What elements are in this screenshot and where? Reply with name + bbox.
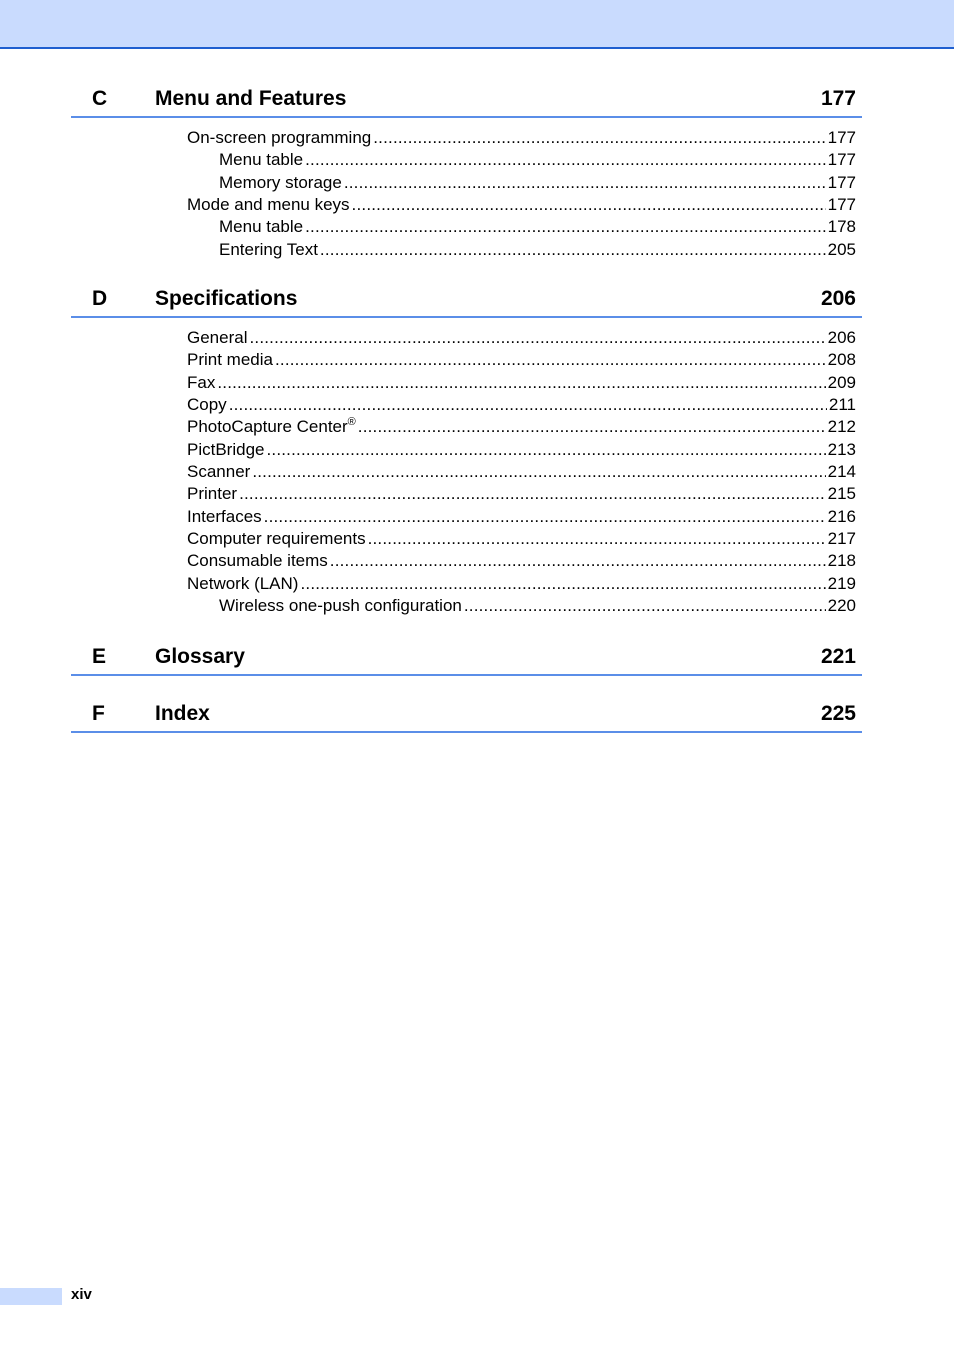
- section-title: Glossary: [155, 645, 245, 668]
- entry-label: Fax: [187, 372, 216, 392]
- entry-page-number: 205: [827, 239, 856, 259]
- dot-leader: [330, 550, 826, 572]
- toc-entry[interactable]: [187, 327, 856, 349]
- toc-entry[interactable]: [219, 172, 856, 194]
- dot-leader: [358, 416, 826, 438]
- section-letter: C: [92, 87, 108, 110]
- entry-page-number: 177: [827, 150, 856, 170]
- dot-leader: [344, 172, 826, 194]
- toc-entry[interactable]: [219, 149, 856, 171]
- entry-label: Menu table: [219, 217, 304, 237]
- dot-leader: [249, 327, 825, 349]
- entry-label: Printer: [187, 484, 238, 504]
- entry-label: Print media: [187, 350, 273, 370]
- entry-label: Scanner: [187, 461, 251, 481]
- entry-page-number: 217: [827, 528, 856, 548]
- dot-leader: [373, 127, 825, 149]
- entry-label: On-screen programming: [187, 128, 372, 147]
- entry-label: General: [187, 328, 248, 347]
- entry-page-number: 216: [827, 506, 856, 526]
- dot-leader: [300, 573, 825, 595]
- entry-page-number: 209: [827, 372, 856, 392]
- toc-entry[interactable]: [187, 461, 856, 483]
- entry-page-number: 214: [827, 461, 856, 481]
- toc-entry[interactable]: [187, 416, 856, 438]
- toc-entry[interactable]: [187, 394, 856, 416]
- toc-entry[interactable]: [219, 216, 856, 238]
- footer-page-number: xiv: [71, 1286, 92, 1303]
- dot-leader: [239, 483, 826, 505]
- section-page-number: 206: [820, 287, 856, 310]
- dot-leader: [217, 372, 825, 394]
- entry-page-number: 215: [827, 484, 856, 504]
- entry-page-number: 177: [827, 194, 856, 214]
- entry-label: Mode and menu keys: [187, 194, 350, 214]
- toc-section-d: [71, 285, 862, 617]
- entry-label-text: PhotoCapture Center: [187, 417, 348, 437]
- toc-entry[interactable]: [219, 239, 856, 261]
- registered-mark: ®: [347, 416, 356, 429]
- section-entries: [71, 327, 862, 617]
- entry-label: Copy: [187, 394, 227, 414]
- entry-label: Menu table: [219, 150, 304, 170]
- toc-entry[interactable]: [187, 573, 856, 595]
- section-page-number: 177: [820, 87, 856, 110]
- dot-leader: [320, 239, 826, 261]
- toc-entry[interactable]: [187, 439, 856, 461]
- toc-entry[interactable]: [187, 194, 856, 216]
- toc-entry[interactable]: [187, 372, 856, 394]
- entry-page-number: 212: [827, 417, 856, 437]
- toc-section-e: [71, 643, 862, 676]
- dot-leader: [229, 394, 827, 416]
- entry-label: PictBridge: [187, 439, 265, 459]
- footer-band: [0, 1288, 62, 1305]
- section-letter: E: [92, 645, 107, 668]
- entry-label: Computer requirements: [187, 528, 366, 548]
- section-page-number: 225: [820, 702, 856, 725]
- section-header[interactable]: [71, 285, 862, 318]
- dot-leader: [266, 439, 825, 461]
- dot-leader: [305, 216, 826, 238]
- entry-label: Interfaces: [187, 506, 262, 526]
- entry-page-number: 218: [827, 551, 856, 571]
- toc-section-f: [71, 700, 862, 733]
- dot-leader: [275, 349, 826, 371]
- entry-page-number: 208: [827, 350, 856, 370]
- section-header[interactable]: [71, 85, 862, 118]
- toc-entry[interactable]: [187, 349, 856, 371]
- entry-label: Entering Text: [219, 239, 318, 259]
- toc-section-c: [71, 85, 862, 261]
- entry-page-number: 177: [827, 128, 856, 147]
- dot-leader: [252, 461, 825, 483]
- entry-page-number: 211: [828, 394, 856, 414]
- section-title: Index: [155, 702, 210, 725]
- entry-label: [187, 416, 356, 438]
- toc-entry[interactable]: [187, 550, 856, 572]
- toc-entry[interactable]: [187, 483, 856, 505]
- toc-entry[interactable]: [187, 528, 856, 550]
- section-letter: D: [92, 287, 108, 310]
- entry-page-number: 178: [827, 217, 856, 237]
- entry-page-number: 219: [827, 573, 856, 593]
- entry-page-number: 206: [827, 328, 856, 347]
- section-header[interactable]: [71, 643, 862, 676]
- entry-page-number: 177: [827, 172, 856, 192]
- section-header[interactable]: [71, 700, 862, 733]
- entry-label: Consumable items: [187, 551, 328, 571]
- toc-entry[interactable]: [187, 127, 856, 149]
- dot-leader: [352, 194, 826, 216]
- dot-leader: [464, 595, 826, 617]
- section-title: Specifications: [155, 287, 298, 310]
- entry-label: Wireless one-push configuration: [219, 595, 462, 615]
- section-letter: F: [92, 702, 105, 725]
- dot-leader: [368, 528, 826, 550]
- toc-entry[interactable]: [219, 595, 856, 617]
- dot-leader: [305, 149, 826, 171]
- section-page-number: 221: [820, 645, 856, 668]
- dot-leader: [264, 506, 826, 528]
- section-title: Menu and Features: [155, 87, 347, 110]
- toc-entry[interactable]: [187, 506, 856, 528]
- entry-page-number: 220: [827, 595, 856, 615]
- entry-page-number: 213: [827, 439, 856, 459]
- entry-label: Network (LAN): [187, 573, 299, 593]
- section-entries: [71, 127, 862, 261]
- entry-label: Memory storage: [219, 172, 342, 192]
